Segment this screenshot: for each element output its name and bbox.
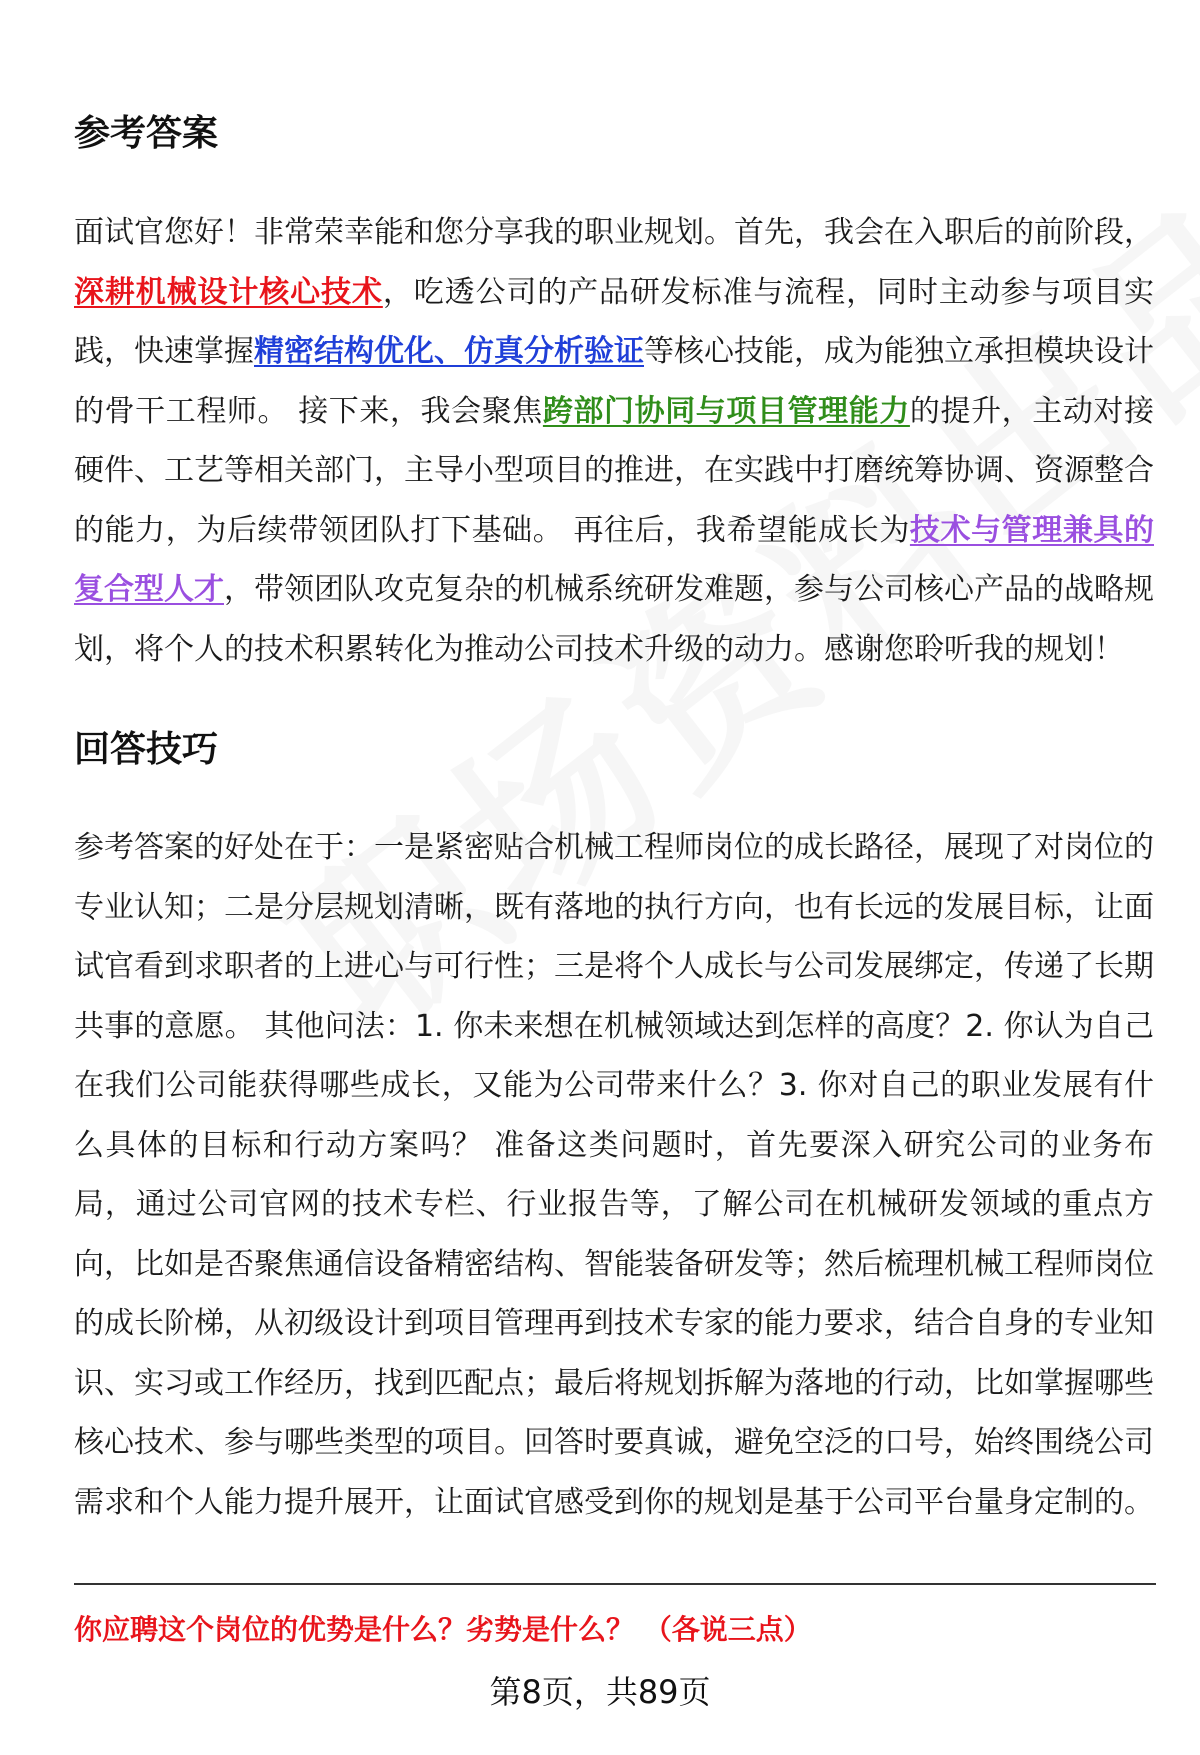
answer-paragraph: [74, 203, 1154, 679]
tips-paragraph: 参考答案的好处在于：一是紧密贴合机械工程师岗位的成长路径，展现了对岗位的专业认知；二是分层规划清晰，既有落地的执行方向，也有长远的发展目标，让面试官看到求职者的上进心与可行性；三是将个人成长与公司发展绑定，传递了长期共事的意愿。 其他问法：1. 你未来想在机械领域达到怎样的高度？2. 你认为自己在我们公司能获得哪些成长，又能为公司带来什么？3. 你对自己的职业发展有什么具体的目标和行动方案吗？ 准备这类问题时，首先要深入研究公司的业务布局，通过公司官网的技术专栏、行业报告等，了解公司在机械研发领域的重点方向，比如是否聚焦通信设备精密结构、智能装备研发等；然后梳理机械工程师岗位的成长阶梯，从初级设计到项目管理再到技术专家的能力要求，结合自身的专业知识、实习或工作经历，找到匹配点；最后将规划拆解为落地的行动，比如掌握哪些核心技术、参与哪些类型的项目。回答时要真诚，避免空泛的口号，始终围绕公司需求和个人能力提升展开，让面试官感受到你的规划是基于公司平台量身定制的。: [74, 830, 1154, 1520]
answer-text-segment: 的提升，主动对接硬件、工艺等相关部门，主导小型项目的推进，在实践中打磨统筹协调、资源整合的能力，为后续带领团队打下基础。 再往后，我希望能成长为: [74, 393, 1154, 548]
page-number: 第8页，共89页: [489, 1673, 711, 1711]
answer-heading: 参考答案: [74, 113, 219, 154]
highlight-composite-talent: 技术与管理兼具的复合型人才: [74, 512, 1154, 607]
answer-text-segment: ，带领团队攻克复杂的机械系统研发难题，参与公司核心产品的战略规划，将个人的技术积累转化为推动公司技术升级的动力。感谢您聆听我的规划！: [74, 572, 1154, 667]
highlight-cross-department-management: 跨部门协同与项目管理能力: [542, 393, 910, 429]
answer-text-segment: 等核心技能，成为能独立承担模块设计的骨干工程师。 接下来，我会聚焦: [74, 334, 1154, 429]
next-question-link[interactable]: 你应聘这个岗位的优势是什么？劣势是什么？ （各说三点）: [74, 1613, 812, 1646]
tips-heading: 回答技巧: [74, 729, 219, 770]
highlight-core-technology: 深耕机械设计核心技术: [74, 274, 383, 310]
answer-text-segment: ，吃透公司的产品研发标准与流程，同时主动参与项目实践，快速掌握: [74, 274, 1155, 369]
answer-text-segment: 面试官您好！非常荣幸能和您分享我的职业规划。首先，我会在入职后的前阶段，: [74, 215, 1154, 250]
section-divider: [74, 1583, 1156, 1585]
highlight-precision-optimization: 精密结构优化、仿真分析验证: [254, 334, 644, 369]
